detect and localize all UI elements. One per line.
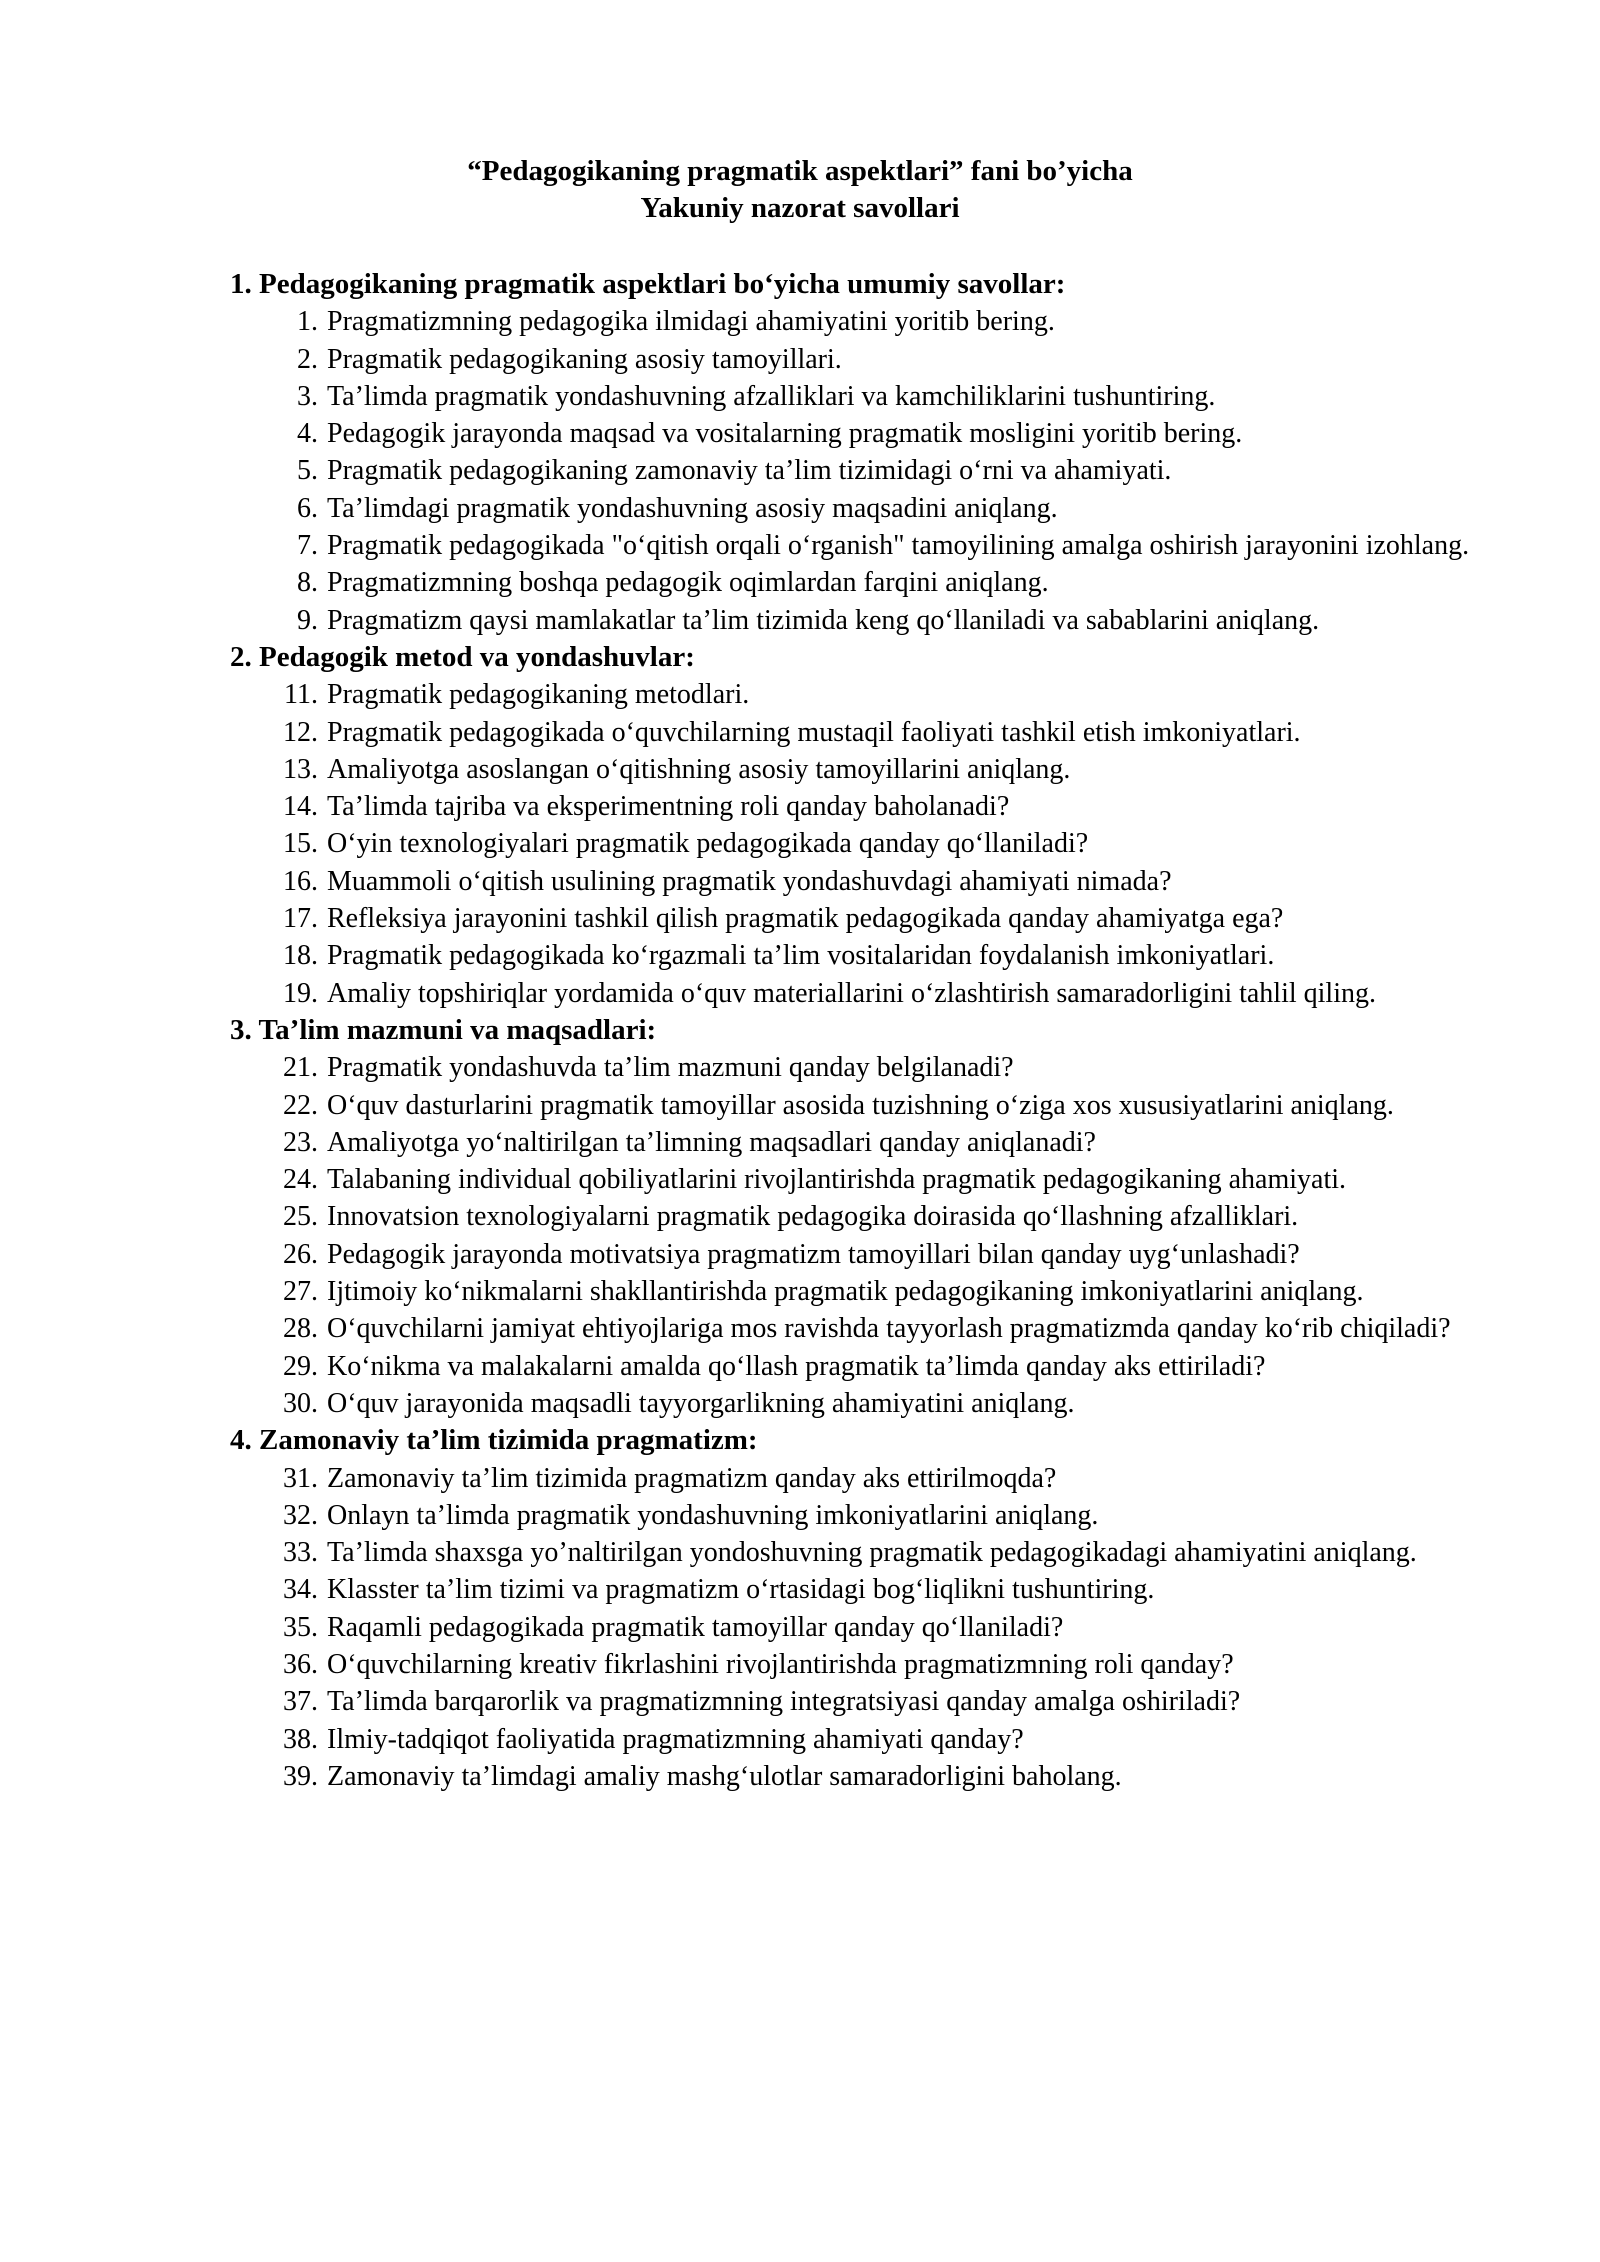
list-item (230, 1198, 1486, 1235)
list-item-number: 32. (283, 1499, 318, 1531)
list-item-text: Amaliyotga yo‘naltirilgan ta’limning maqsadlari qanday aniqlanadi? (327, 1126, 1096, 1158)
list-item-text: Innovatsion texnologiyalarni pragmatik pedagogika doirasida qo‘llashning afzalliklari. (327, 1201, 1299, 1233)
list-item-text: Pragmatik pedagogikada "o‘qitish orqali o‘rganish" tamoyilining amalga oshirish jarayonini izohlang. (327, 530, 1470, 562)
list-item-number: 1. (297, 306, 318, 338)
list-item (230, 863, 1486, 900)
list-item (230, 1124, 1486, 1161)
list-item-number: 3. (297, 380, 318, 412)
document-title-line1: “Pedagogikaning pragmatik aspektlari” fani bo’yicha (467, 155, 1133, 187)
list-item-number: 19. (283, 977, 318, 1009)
list-item-number: 7. (297, 530, 318, 562)
list-item (230, 1758, 1486, 1795)
list-item-number: 18. (283, 940, 318, 972)
list-item-text: O‘quv dasturlarini pragmatik tamoyillar asosida tuzishning o‘ziga xos xususiyatlarini aniqlang. (327, 1089, 1394, 1121)
list-item (230, 303, 1486, 340)
list-item (230, 1310, 1486, 1347)
list-item-text: Ta’limda barqarorlik va pragmatizmning integratsiyasi qanday amalga oshiriladi? (327, 1686, 1241, 1718)
list-item-number: 25. (283, 1201, 318, 1233)
list-item (230, 1087, 1486, 1124)
list-item (230, 1460, 1486, 1497)
list-item (230, 452, 1486, 489)
list-item (230, 1161, 1486, 1198)
list-item (230, 527, 1486, 564)
list-item (230, 825, 1486, 862)
list-item-number: 34. (283, 1574, 318, 1606)
list-item (230, 1721, 1486, 1758)
list-item-text: Ta’limdagi pragmatik yondashuvning asosiy maqsadini aniqlang. (327, 492, 1058, 524)
list-item-number: 17. (283, 903, 318, 935)
list-item (230, 415, 1486, 452)
list-item-text: Pedagogik jarayonda motivatsiya pragmatizm tamoyillari bilan qanday uyg‘unlashadi? (327, 1238, 1300, 1270)
list-item-text: Klasster ta’lim tizimi va pragmatizm o‘rtasidagi bog‘liqlikni tushuntiring. (327, 1574, 1155, 1606)
list-item-number: 36. (283, 1648, 318, 1680)
list-item-number: 22. (283, 1089, 318, 1121)
list-item-text: Pragmatik pedagogikaning zamonaviy ta’lim tizimidagi o‘rni va ahamiyati. (327, 455, 1172, 487)
list-item-text: Amaliy topshiriqlar yordamida o‘quv materiallarini o‘zlashtirish samaradorligini tahlil qiling. (327, 977, 1376, 1009)
list-item (230, 788, 1486, 825)
list-item-text: Pedagogik jarayonda maqsad va vositalarning pragmatik mosligini yoritib bering. (327, 418, 1243, 450)
list-item (230, 1049, 1486, 1086)
list-item-number: 2. (297, 343, 318, 375)
list-item (230, 975, 1486, 1012)
list-item (230, 1348, 1486, 1385)
list-item-text: Ta’limda tajriba va eksperimentning roli qanday baholanadi? (327, 791, 1010, 823)
list-item-text: Raqamli pedagogikada pragmatik tamoyillar qanday qo‘llaniladi? (327, 1611, 1064, 1643)
list-item (230, 1609, 1486, 1646)
list-item (230, 490, 1486, 527)
list-item-number: 26. (283, 1238, 318, 1270)
question-list (230, 676, 1486, 1012)
section-heading: 1. Pedagogikaning pragmatik aspektlari bo‘yicha umumiy savollar: (230, 268, 1066, 300)
list-item (230, 714, 1486, 751)
list-item-number: 37. (283, 1686, 318, 1718)
list-item-text: Muammoli o‘qitish usulining pragmatik yondashuvdagi ahamiyati nimada? (327, 865, 1172, 897)
list-item-text: O‘yin texnologiyalari pragmatik pedagogikada qanday qo‘llaniladi? (327, 828, 1089, 860)
list-item-number: 8. (297, 567, 318, 599)
list-item (230, 1236, 1486, 1273)
list-item-text: Pragmatik pedagogikaning asosiy tamoyillari. (327, 343, 842, 375)
section-heading: 2. Pedagogik metod va yondashuvlar: (230, 640, 695, 673)
list-item-number: 21. (283, 1052, 318, 1084)
list-item-number: 24. (283, 1164, 318, 1196)
list-item-number: 35. (283, 1611, 318, 1643)
list-item-number: 30. (283, 1387, 318, 1419)
list-item-text: Pragmatik pedagogikada ko‘rgazmali ta’lim vositalaridan foydalanish imkoniyatlari. (327, 940, 1275, 972)
list-item-number: 9. (297, 604, 318, 636)
document-content (230, 266, 1486, 1795)
list-item-number: 4. (297, 418, 318, 450)
list-item (230, 1683, 1486, 1720)
list-item-number: 39. (283, 1760, 318, 1792)
list-item-text: Pragmatizmning boshqa pedagogik oqimlardan farqini aniqlang. (327, 567, 1049, 599)
list-item-text: Pragmatizm qaysi mamlakatlar ta’lim tizimida keng qo‘llaniladi va sabablarini aniqlang. (327, 604, 1320, 636)
list-item-number: 28. (283, 1313, 318, 1345)
list-item (230, 564, 1486, 601)
question-list (230, 1049, 1486, 1422)
list-item-text: Pragmatizmning pedagogika ilmidagi ahamiyatini yoritib bering. (327, 306, 1055, 338)
list-item (230, 937, 1486, 974)
list-item-text: Talabaning individual qobiliyatlarini rivojlantirishda pragmatik pedagogikaning ahamiyati. (327, 1164, 1347, 1196)
list-item-text: O‘quvchilarning kreativ fikrlashini rivojlantirishda pragmatizmning roli qanday? (327, 1648, 1234, 1680)
document-title-line2: Yakuniy nazorat savollari (640, 192, 960, 224)
list-item-text: O‘quvchilarni jamiyat ehtiyojlariga mos ravishda tayyorlash pragmatizmda qanday ko‘rib chiqiladi? (327, 1313, 1451, 1345)
list-item-text: O‘quv jarayonida maqsadli tayyorgarlikning ahamiyatini aniqlang. (327, 1387, 1075, 1419)
list-item-text: Ijtimoiy ko‘nikmalarni shakllantirishda pragmatik pedagogikaning imkoniyatlarini aniqlang. (327, 1276, 1364, 1308)
list-item-number: 6. (297, 492, 318, 524)
list-item (230, 378, 1486, 415)
list-item-text: Ta’limda shaxsga yo’naltirilgan yondoshuvning pragmatik pedagogikadagi ahamiyatini aniqlang. (327, 1537, 1417, 1569)
list-item (230, 1534, 1486, 1571)
list-item (230, 751, 1486, 788)
list-item-number: 11. (284, 679, 318, 711)
list-item-text: Onlayn ta’limda pragmatik yondashuvning imkoniyatlarini aniqlang. (327, 1499, 1099, 1531)
list-item-text: Ko‘nikma va malakalarni amalda qo‘llash pragmatik ta’limda qanday aks ettiriladi? (327, 1350, 1266, 1382)
list-item-text: Amaliyotga asoslangan o‘qitishning asosiy tamoyillarini aniqlang. (327, 753, 1071, 785)
list-item (230, 676, 1486, 713)
list-item-number: 5. (297, 455, 318, 487)
list-item-number: 38. (283, 1723, 318, 1755)
list-item-number: 27. (283, 1276, 318, 1308)
list-item (230, 1273, 1486, 1310)
list-item-text: Ilmiy-tadqiqot faoliyatida pragmatizmning ahamiyati qanday? (327, 1723, 1024, 1755)
list-item-number: 14. (283, 791, 318, 823)
list-item (230, 1646, 1486, 1683)
list-item-text: Refleksiya jarayonini tashkil qilish pragmatik pedagogikada qanday ahamiyatga ega? (327, 903, 1284, 935)
list-item-text: Zamonaviy ta’lim tizimida pragmatizm qanday aks ettirilmoqda? (327, 1462, 1057, 1494)
list-item-number: 29. (283, 1350, 318, 1382)
section-heading: 4. Zamonaviy ta’lim tizimida pragmatizm: (230, 1424, 758, 1457)
list-item (230, 1497, 1486, 1534)
list-item-text: Zamonaviy ta’limdagi amaliy mashg‘ulotlar samaradorligini baholang. (327, 1760, 1122, 1792)
list-item-number: 16. (283, 865, 318, 897)
list-item (230, 341, 1486, 378)
list-item-text: Ta’limda pragmatik yondashuvning afzalliklari va kamchiliklarini tushuntiring. (327, 380, 1216, 412)
list-item (230, 900, 1486, 937)
list-item-number: 12. (283, 716, 318, 748)
list-item-text: Pragmatik pedagogikaning metodlari. (327, 679, 750, 711)
list-item-number: 33. (283, 1537, 318, 1569)
section-heading: 3. Ta’lim mazmuni va maqsadlari: (230, 1013, 657, 1046)
list-item (230, 1385, 1486, 1422)
question-list (230, 303, 1486, 639)
list-item (230, 1571, 1486, 1608)
question-list (230, 1460, 1486, 1796)
list-item (230, 602, 1486, 639)
list-item-number: 23. (283, 1126, 318, 1158)
list-item-number: 31. (283, 1462, 318, 1494)
list-item-text: Pragmatik pedagogikada o‘quvchilarning mustaqil faoliyati tashkil etish imkoniyatlari. (327, 716, 1301, 748)
list-item-number: 15. (283, 828, 318, 860)
list-item-text: Pragmatik yondashuvda ta’lim mazmuni qanday belgilanadi? (327, 1052, 1014, 1084)
list-item-number: 13. (283, 753, 318, 785)
